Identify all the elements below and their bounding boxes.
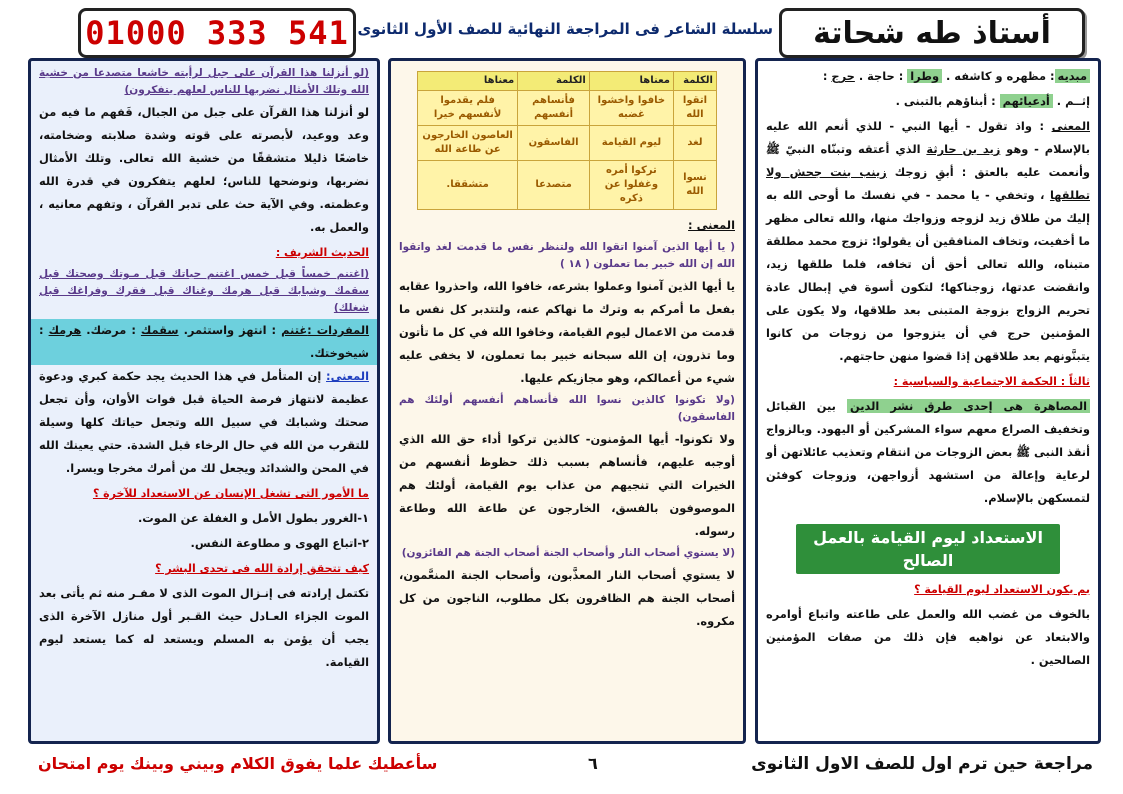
answer-1-item-2: ٢-اتباع الهوى و مطاوعة النفس. [190, 536, 369, 550]
vocab-table-header [418, 72, 717, 91]
vocab-word-haraj: حرج [831, 69, 855, 83]
table-cell: العاصون الخارجون عن طاعة الله [418, 126, 518, 161]
hadith-title: الحديث الشريف : [275, 246, 369, 259]
table-header-cell: معناها [589, 72, 673, 91]
meaning-label: المعنى: [326, 369, 369, 383]
right-column [755, 58, 1101, 744]
explanation-3: لا يستوي أصحاب النار المعذَّبون، وأصحاب الجنة المنعَّمون، أصحاب الجنة هم الظافرون بكل مطلوب، الناجون من كل مكروه. [399, 568, 735, 628]
vocab-band [31, 319, 377, 365]
vocab-colon: : [822, 69, 832, 83]
vocab-word-watara: وطرا [907, 69, 942, 83]
vocab-line-2 [766, 90, 1090, 113]
table-row [418, 126, 717, 161]
table-cell: الفاسقون [518, 126, 590, 161]
section-banner: الاستعداد ليوم القيامة بالعمل الصالح [796, 524, 1060, 574]
vocab-meaning-mubdih: : مظهره و كاشفه . [942, 69, 1055, 83]
footer-motto: سأعطيك علما يفوق الكلام وبيني وبينك يوم امتحان [38, 754, 438, 773]
vocab-word-mubdih: مبديه [1055, 69, 1090, 83]
table-cell: اتقوا الله [673, 91, 716, 126]
page-footer [0, 752, 1123, 792]
meaning-label: المعنى [1051, 119, 1090, 133]
table-cell: نسوا الله [673, 161, 716, 210]
hadith-text: (اغتنم خمساً قبل خمس اغتنم حياتك قبل مـوتك وصحتك قبل سقمك وشبابك قبل هرمك وغناك قبل فقرك وفراغك قبل شغلك) [39, 268, 369, 314]
middle-column [388, 58, 746, 744]
vocab-table [417, 71, 717, 210]
table-cell: ليوم القيامة [589, 126, 673, 161]
table-cell: متشققا. [418, 161, 518, 210]
question-1: ما الأمور التى تشغل الإنسان عن الاستعداد للآخرة ؟ [92, 487, 369, 500]
wisdom-title: ثالثاً : الحكمة الاجتماعية والسياسية : [893, 375, 1090, 388]
vocab-word-ightanim: غتنم [281, 323, 308, 337]
musahara-highlight: المصاهرة هى إحدى طرق نشر الدين [847, 399, 1090, 413]
meaning-paragraph [766, 115, 1090, 368]
phone-box [78, 8, 356, 58]
question-2: كيف تتحقق إرادة الله فى تحدى البشر ؟ [155, 562, 369, 575]
question-title: بم يكون الاستعداد ليوم القيامة ؟ [914, 583, 1090, 596]
vocab-meaning-haraj: إثــم . [1052, 94, 1090, 108]
verse-3: (لا يستوي أصحاب النار وأصحاب الجنة أصحاب الجنة هم الفائزون) [401, 547, 735, 559]
answer-paragraph: بالخوف من غضب الله والعمل على طاعته واتباع أوامره والابتعاد عن نواهيه فإن ذلك من صفات المؤمنين الصالحين . [766, 607, 1090, 667]
vocab-word-saqamak: سقمك [140, 323, 179, 337]
explanation-2: ولا تكونوا- أيها المؤمنون- كالذين تركوا أداء حق الله الذي أوجبه عليهم، فأنساهم بسبب ذلك حظوظ أنفسهم من الخيرات التي تنجيهم من عذاب يوم القيامة، أولئك هم الموصوفون بالفسق، الخارجون عن طاعة الله وطاعة رسوله. [399, 432, 735, 538]
vocab-meaning-adiyaihim: : أبناؤهم بالتبنى . [895, 94, 1000, 108]
zaid-name: زيد بن حارثة [926, 142, 1001, 156]
table-header-cell: الكلمة [518, 72, 590, 91]
answer-2: تكتمل إرادته فى إنـزال الموت الذى لا مفـر منه ثم يأتى بعد الموت الجزاء العـادل حيث القـبر أول منازل الآخرة الذى يجب أن يؤمن به المسلم ويستعد له كما يستعد ليوم القيامة. [39, 586, 369, 669]
verse-explanation: لو أنزلنا هذا القرآن على جبل من الجبال، فَفهم ما فيه من وعد ووعيد، لأبصرته على قوته وشدة صلابته وضخامته، خاضعًا ذليلا متشققًا من خشية الله تعالى. وتلك الأمثال نضربها، ونوضحها للناس؛ لعلهم يتفكرون في قدرة الله وعظمته. وفي الآية حث على تدبر القرآن ، وتفهم معانيه ، والعمل به. [39, 105, 369, 234]
verse-text: (لو أنزلنا هذا القرآن على جبل لرأيته خاشعا متصدعا من خشية الله وتلك الأمثال نضربها للناس لعلهم يتفكرون) [39, 67, 369, 96]
page-header [0, 4, 1123, 56]
teacher-name-box [779, 8, 1085, 58]
meaning-text-2: الذي أعتقه وتبنّاه النبيّ ﷺ وأنعمت عليه بالعتق : أبقِ زوجك [766, 142, 1090, 179]
meaning-text-1: : واذ تقول - أيها النبي - للذي أنعم الله عليه بالإسلام - وهو [766, 119, 1090, 156]
table-cell: فأنساهم أنفسهم [518, 91, 590, 126]
footer-review-title: مراجعة حين ترم اول للصف الاول الثانوى [751, 754, 1093, 774]
meaning-label: المعنى : [688, 218, 735, 232]
table-cell: خافوا واخشوا غضبه [589, 91, 673, 126]
left-column [28, 58, 380, 744]
hadith-meaning [39, 365, 369, 480]
vocab-word-adiyaihim: أدعيائهم [1000, 94, 1053, 108]
page-number: ٦ [588, 754, 598, 773]
vocab-line-1 [766, 65, 1090, 88]
table-header-cell: معناها [418, 72, 518, 91]
table-cell: فلم يقدموا لأنفسهم خيرا [418, 91, 518, 126]
vocab-meaning-watara: : حاجة . [854, 69, 908, 83]
answer-1-item-1: ١-الغرور بطول الأمل و الغفلة عن الموت. [137, 511, 369, 525]
table-header-cell: الكلمة [673, 72, 716, 91]
table-cell: تركوا أمره وغفلوا عن ذكره [589, 161, 673, 210]
table-row [418, 161, 717, 210]
meaning-text-3: ، وتخفي - يا محمد - في نفسك ما أوحى الله به إليك من طلاق زيد لزوجه وزواجك منها، والله تعالى مظهر ما أخفيت، وتخاف المنافقين أن يقولوا: تزوج محمد مطلقة متبناه، والله تعالى أحق أن تخافه، فلما طلقها زيد، وانقضت عدتها، زوجناكها؛ لتكون أسوة في إبطال عادة تحريم الزواج بزوجة المتبنى بعد طلاقها، ولا يكون على المؤمنين حرج في أن يتزوجوا من زوجات من كانوا يتبنَّونهم بعد طلاقهن إذا قضوا منهن حاجتهم. [766, 188, 1090, 363]
vocab-meaning-haramak: : شيخوختك. [39, 323, 369, 360]
phone-number: 01000 333 541 [85, 14, 349, 52]
table-cell: متصدعا [518, 161, 590, 210]
teacher-name: أستاذ طه شحاتة [813, 15, 1051, 51]
vocab-meaning-saqamak: : مرضك. [81, 323, 141, 337]
zainab-name: زينب بنت جحش ولا تطلقها [766, 165, 1090, 202]
explanation-1: يا أيها الذين آمنوا وعملوا بشرعه، خافوا الله، واحذروا عقابه بفعل ما أمركم به وترك ما نهاكم عنه، ولتتدبر كل نفس ما قدمت من الاعمال ليوم القيامة، وخافوا الله في كل ما تأتون وما تذرون، إن الله سبحانه خبير بما تعملون، لا يخفى عليه شيء من أعمالكم، وهو مجازيكم عليها. [399, 279, 735, 385]
vocab-label: المفردات : [307, 323, 370, 337]
verse-2: (ولا تكونوا كالذين نسوا الله فأنساهم أنفسهم أولئك هم الفاسقون) [399, 394, 735, 423]
wisdom-text: بين القبائل وتخفيف الصراع معهم سواء المشركين أو اليهود. وبالزواج أنقذ النبى ﷺ بعض الزوجات من انتقام وتعذيب عائلاتهن أو لرعاية وإعالة من استشهد أزواجهن، وزوجات كوفئن لتمسكهن بالإسلام. [766, 399, 1090, 505]
table-row [418, 91, 717, 126]
verse-1: ( يا أيها الذين آمنوا اتقوا الله ولتنظر نفس ما قدمت لغد واتقوا الله إن الله خبير بما تعملون ( ١٨ ) [399, 241, 735, 270]
meaning-text: إن المتأمل في هذا الحديث يجد حكمة كبري ودعوة عظيمة لانتهاز فرصة الحياة قبل فوات الأوان، وأن تجعل صحتك وشبابك في سبيل الله وتجعل حياتك كلها وسيلة للتقرب من الله في حال الرخاء قبل الشدة. حتي يعينك الله في المحن والشدائد ويجعل لك من أمرك مخرجا ويسرا. [39, 369, 369, 475]
wisdom-paragraph [766, 395, 1090, 510]
series-title: سلسلة الشاعر فى المراجعة النهائية للصف الأول الثانوى [357, 20, 773, 38]
vocab-meaning-ightanim: : انتهز واستثمر. [178, 323, 282, 337]
table-cell: لغد [673, 126, 716, 161]
vocab-word-haramak: هرمك [48, 323, 82, 337]
